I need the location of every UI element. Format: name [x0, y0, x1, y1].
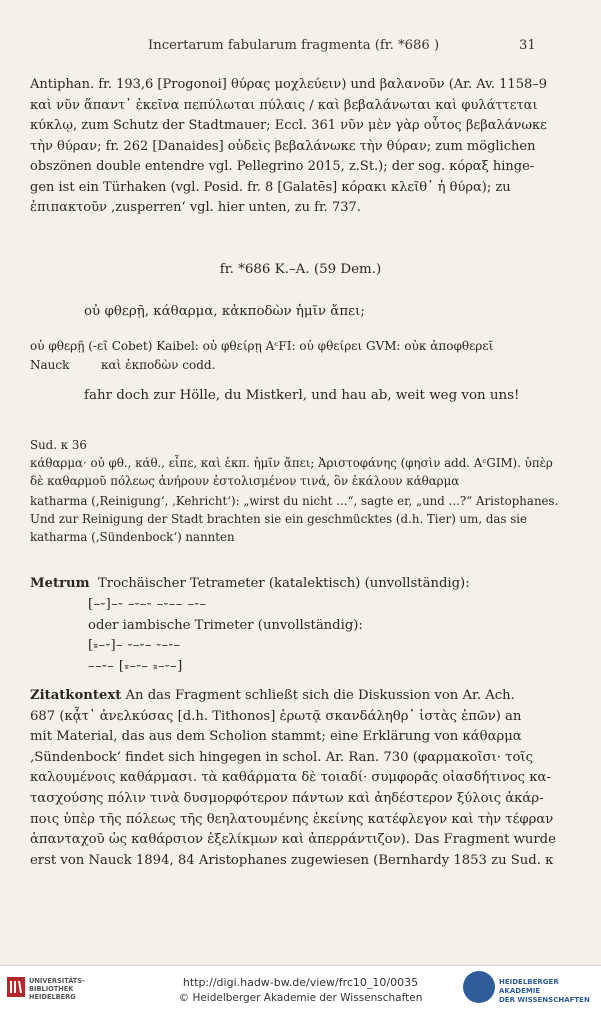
academy-seal-icon	[463, 971, 495, 1003]
apparatus-text: καὶ ἐκποδὼν codd.	[101, 358, 216, 372]
metrum-line: Trochäischer Tetrameter (katalektisch) (unvollständig):	[98, 576, 470, 591]
text-line: Antiphan. fr. 193,6 [Progonoi] θύρας μοχλεύειν) und βαλανοῦν (Ar. Av. 1158–9	[30, 77, 548, 92]
metrum-line: oder iambische Trimeter (unvollständig):	[88, 617, 363, 633]
intro-paragraph	[30, 75, 558, 219]
academy-logo[interactable]	[463, 970, 599, 1006]
fragment-greek-text: οὐ φθερῇ, κάθαρμα, κἀκποδὼν ἡμῖν ἄπει;	[84, 304, 365, 319]
source-line: δὲ καθαρμοῦ πόλεως ἀνήρουν ἐστολισμένον τινά, ὃν ἐκάλουν κάθαρμα	[30, 474, 460, 488]
permalink-url[interactable]: http://digi.hadw-bw.de/view/frc10_10/0035	[182, 976, 419, 989]
gloss-line: Und zur Reinigung der Stadt brachten sie ein geschmücktes (d.h. Tier) um, das sie	[30, 512, 528, 526]
metrum-row	[30, 636, 181, 657]
zitat-line	[30, 686, 560, 707]
zitat-line: 687 (κᾆτ᾽ ἀνελκύσας [d.h. Tithonos] ἐρωτᾷ σκανδάληθρ᾽ ἱστὰς ἐπῶν) an	[30, 708, 522, 724]
metrum-row	[30, 574, 470, 595]
zitat-line: ἁπανταχοῦ ὡς καθάρσιον ἐξελίκμων καὶ ἀπερράντιζον). Das Fragment wurde	[30, 832, 556, 848]
zitatkontext-section	[30, 686, 560, 871]
critical-apparatus	[30, 337, 493, 375]
zitat-line: erst von Nauck 1894, 84 Aristophanes zugewiesen (Bernhardy 1853 zu Sud. κ	[30, 852, 554, 868]
text-line: obszönen double entendre vgl. Pellegrino 2015, z.St.); der sog. κόραξ hinge-	[30, 159, 535, 174]
text-line: καὶ νῦν ἅπαντ᾽ ἐκεῖνα πεπύλωται πύλαις / καὶ βεβαλάνωται καὶ φυλάττεται	[30, 97, 538, 113]
text-line: ἐπιπακτοῦν ‚zusperren‘ vgl. hier unten, zu fr. 737.	[30, 200, 361, 215]
academy-name: HEIDELBERGER AKADEMIE DER WISSENSCHAFTEN	[499, 978, 590, 1004]
metrum-label: Metrum	[30, 576, 90, 591]
fragment-heading: fr. *686 K.–A. (59 Dem.)	[219, 262, 382, 277]
text-line: gen ist ein Türhaken (vgl. Posid. fr. 8 [Galatēs] κόρακι κλεῖθ᾽ ἡ θύρα); zu	[30, 179, 511, 195]
metrum-scheme: [⏓–⏑]– ⏑–⏑– ⏑–⏑–	[88, 638, 181, 654]
zitat-label: Zitatkontext	[30, 688, 122, 703]
gloss-line: katharma (‚Sündenbock‘) nannten	[30, 530, 235, 544]
metrum-row	[30, 616, 363, 637]
zitat-line: καλουμένοις καθάρμασι. τὰ καθάρματα δὲ τοιαδί· συμφορᾶς οἱασδήτινος κα-	[30, 770, 551, 786]
metrum-row	[30, 595, 207, 616]
metrum-scheme: ––⏑– [⏓–⏑– ⏓–⏑–]	[88, 659, 183, 675]
source-gloss	[30, 492, 560, 546]
library-name: UNIVERSITÄTS- BIBLIOTHEK HEIDELBERG	[29, 977, 85, 1001]
zitat-line: τασχούσης πόλιν τινὰ δυσμορφότερον πάντων καὶ ἀηδέστερον ξύλοις ἀκάρ-	[30, 790, 544, 806]
metrum-scheme: [–⏑]–⏑ –⏑–⏑ –⏑–– –⏑–	[88, 596, 207, 612]
text-line: τὴν θύραν; fr. 262 [Danaides] οὐδεὶς βεβαλάνωκε τὴν θύραν; zum möglichen	[30, 138, 536, 154]
zitat-line: ποις ὑπὲρ τῆς πόλεως τῆς θεηλατουμένης ἐκείνης κατέφλεγον καὶ τὴν τέφραν	[30, 811, 554, 827]
zitat-text: An das Fragment schließt sich die Diskussion von Ar. Ach.	[121, 688, 515, 703]
zitat-line: mit Material, das aus dem Scholion stammt; eine Erklärung von κάθαρμα	[30, 729, 522, 745]
metrum-section	[30, 574, 470, 678]
zitat-line: ‚Sündenbock‘ findet sich hingegen in schol. Ar. Ran. 730 (φαρμακοῖσι· τοῖς	[30, 749, 533, 765]
viewer-footer	[0, 965, 601, 1009]
running-head-title: Incertarum fabularum fragmenta (fr. *686 )	[148, 38, 440, 53]
translation: fahr doch zur Hölle, du Mistkerl, und hau ab, weit weg von uns!	[84, 388, 520, 403]
source-ref: Sud. κ 36	[30, 438, 87, 452]
copyright-notice: © Heidelberger Akademie der Wissenschaften	[178, 992, 423, 1004]
apparatus-line	[30, 356, 493, 375]
text-line: κύκλῳ, zum Schutz der Stadtmauer; Eccl. 361 νῦν μὲν γὰρ οὗτος βεβαλάνωκε	[30, 118, 547, 133]
metrum-row	[30, 657, 183, 678]
page-number: 31	[519, 38, 536, 53]
source-testimony	[30, 436, 560, 490]
gloss-line: katharma (‚Reinigung‘, ‚Kehricht‘): „wirst du nicht ...“, sagte er, „und ...?“ Aristophanes.	[30, 494, 559, 508]
source-line: κάθαρμα· οὐ φθ., κάθ., εἶπε, καὶ ἐκπ. ἡμῖν ἄπει; Ἀριστοφάνης (φησὶν add. AᶜGIM). ὑπὲρ	[30, 456, 553, 470]
apparatus-line: οὐ φθερῇ (-εῖ Cobet) Kaibel: οὐ φθείρῃ AᶜFI: οὐ φθείρει GVM: οὐκ ἀποφθερεῖ	[30, 339, 494, 353]
apparatus-name: Nauck	[30, 358, 70, 372]
